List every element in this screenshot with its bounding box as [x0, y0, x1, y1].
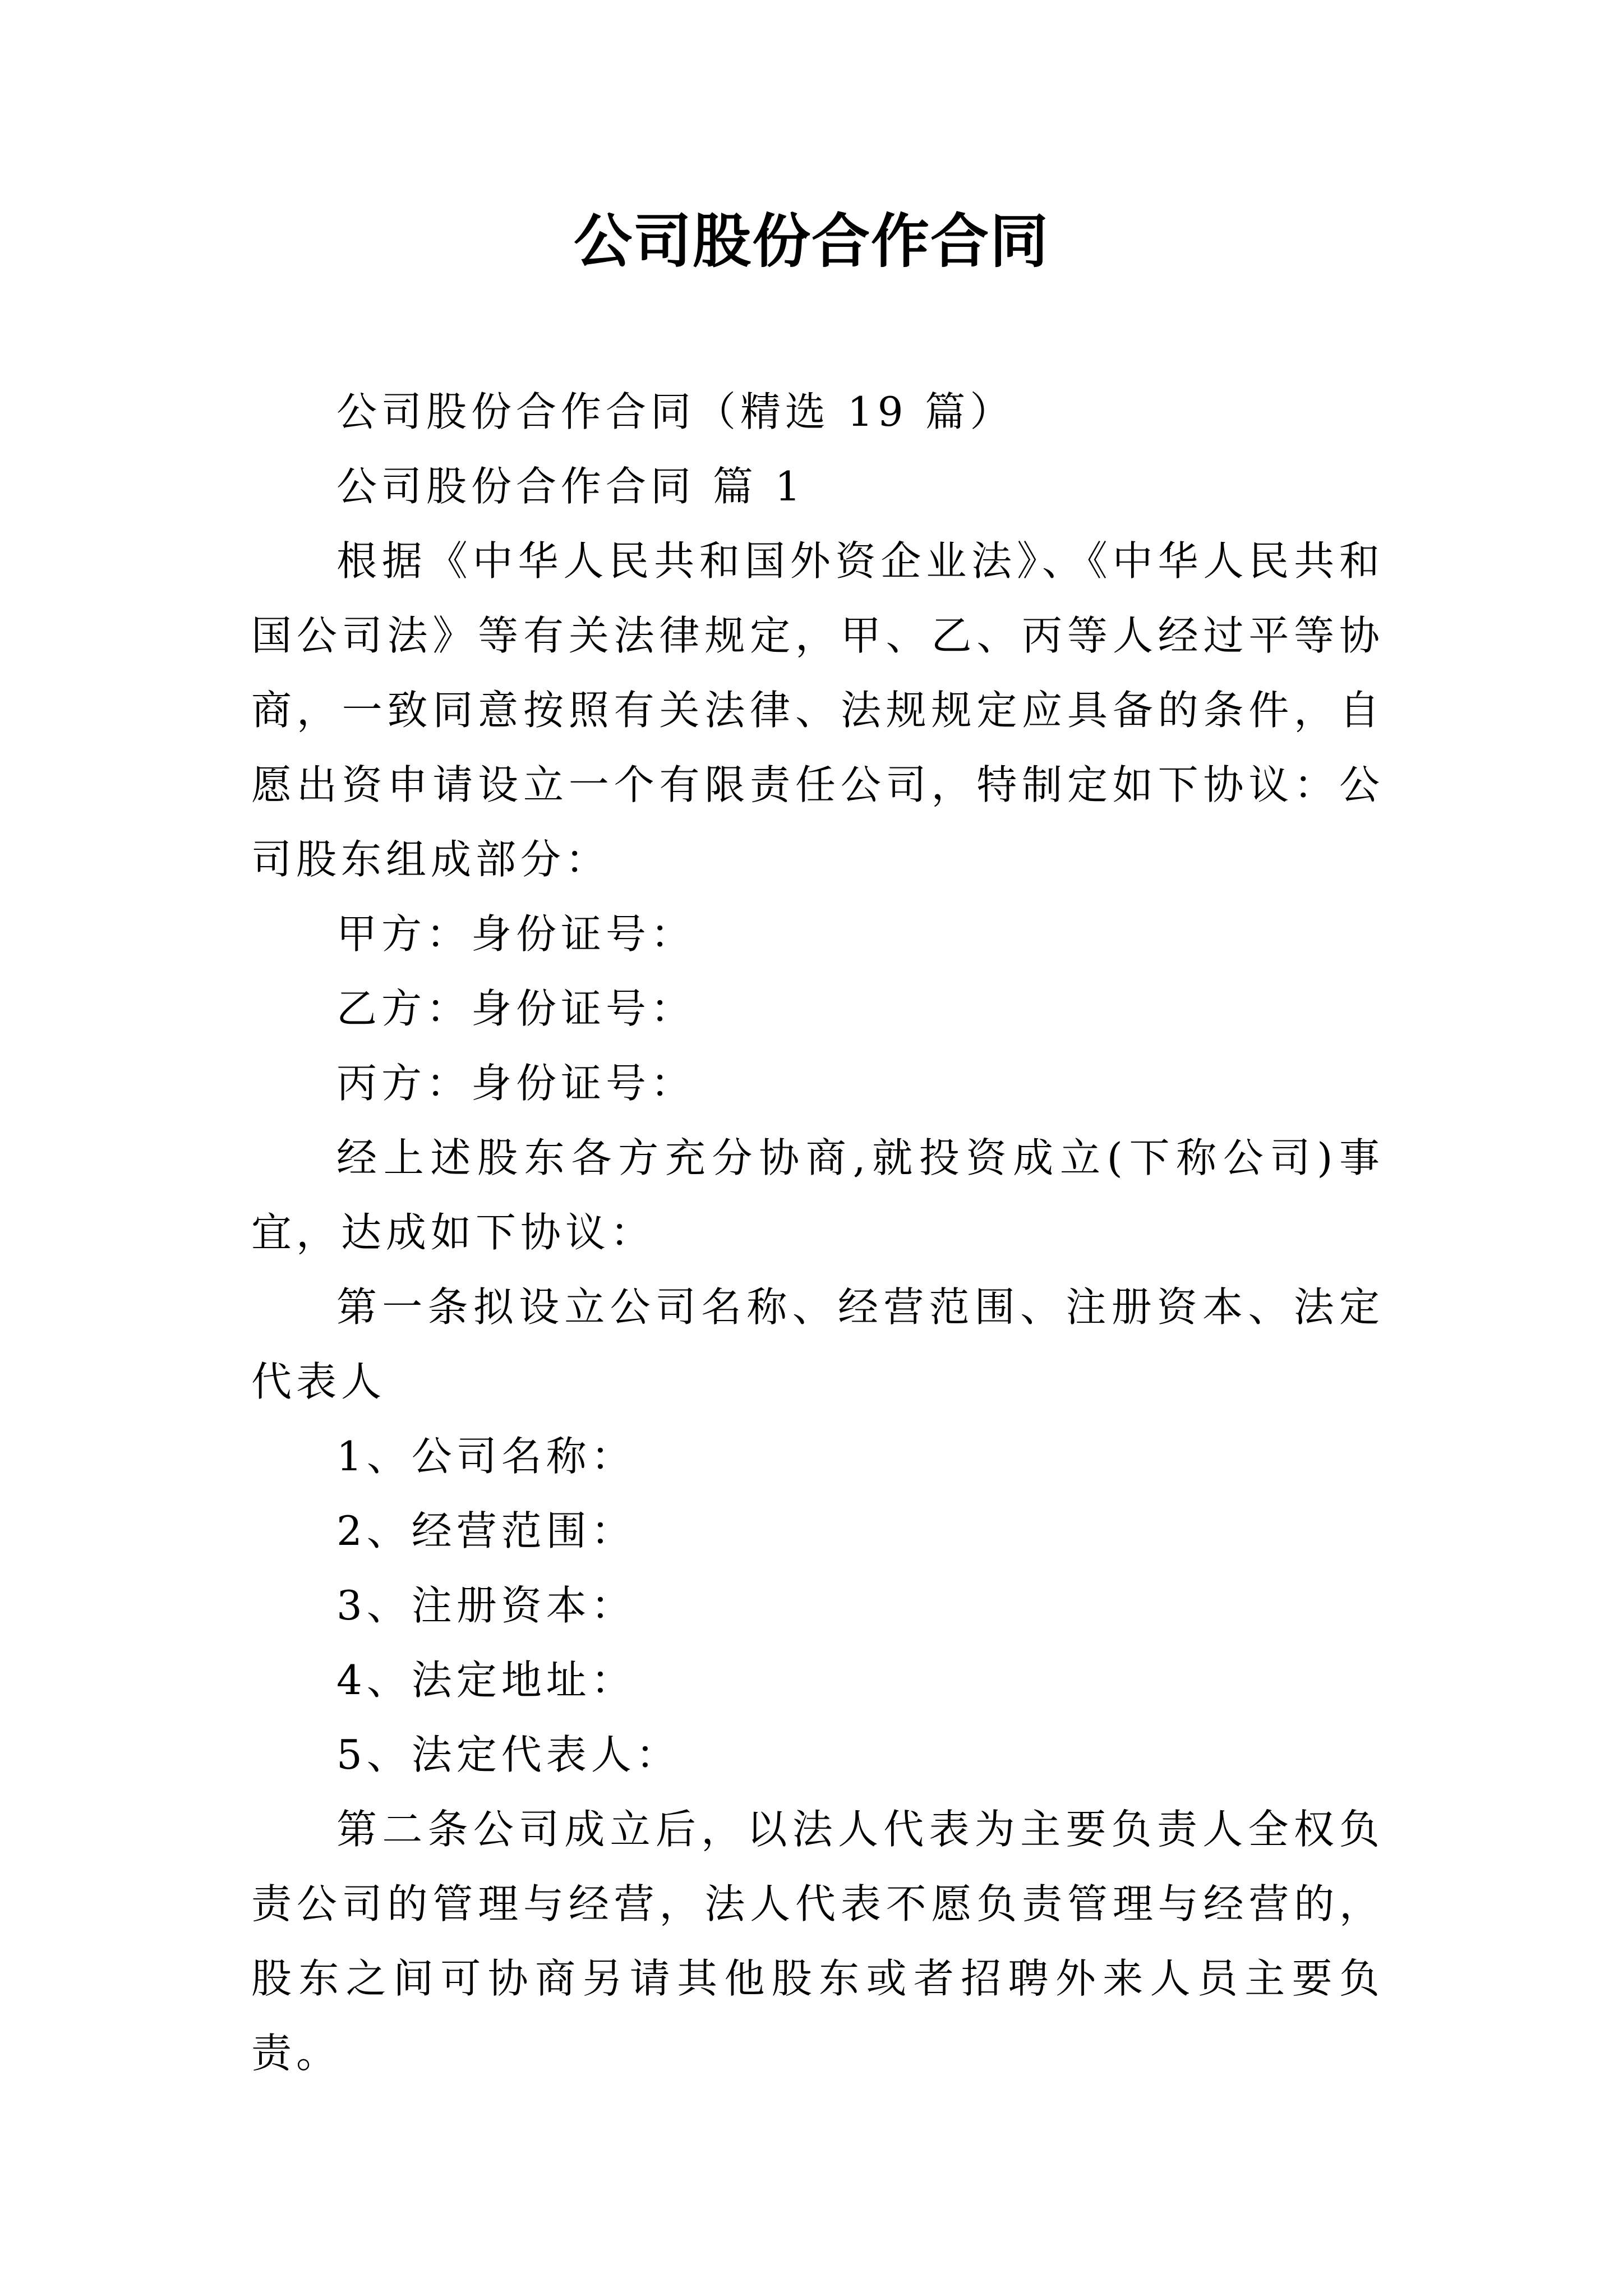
paragraph-section-heading: 公司股份合作合同 篇 1: [336, 463, 805, 510]
paragraph-article-1: 第一条拟设立公司名称、经营范围、注册资本、法定代表人: [251, 1283, 1384, 1405]
paragraph-preamble: 根据《中华人民共和国外资企业法》、《中华人民共和国公司法》等有关法律规定，甲、乙、丙等人经过平等协商，一致同意按照有关法律、法规规定应具备的条件，自愿出资申请设立一个有限责任公司，特制定如下协议：公司股东组成部分：: [251, 537, 1384, 883]
paragraph-party-c: 丙方：身份证号：: [336, 1060, 696, 1107]
paragraph-item-1: 1、公司名称：: [336, 1433, 636, 1480]
paragraph-item-4: 4、法定地址：: [336, 1657, 636, 1704]
paragraph-party-b: 乙方：身份证号：: [336, 985, 696, 1032]
paragraph-item-2: 2、经营范围：: [336, 1507, 636, 1554]
paragraph-agreement-intro: 经上述股东各方充分协商,就投资成立(下称公司)事宜，达成如下协议：: [251, 1134, 1384, 1256]
document-title: 公司股份合作合同: [573, 206, 1049, 275]
paragraph-article-2: 第二条公司成立后，以法人代表为主要负责人全权负责公司的管理与经营，法人代表不愿负责管理与经营的，股东之间可协商另请其他股东或者招聘外来人员主要负责。: [251, 1806, 1384, 2077]
paragraph-subtitle: 公司股份合作合同（精选 19 篇）: [336, 388, 1015, 435]
paragraph-item-3: 3、注册资本：: [336, 1582, 636, 1629]
paragraph-party-a: 甲方：身份证号：: [336, 910, 696, 958]
document-body: [251, 375, 1384, 2091]
paragraph-item-5: 5、法定代表人：: [336, 1731, 681, 1778]
